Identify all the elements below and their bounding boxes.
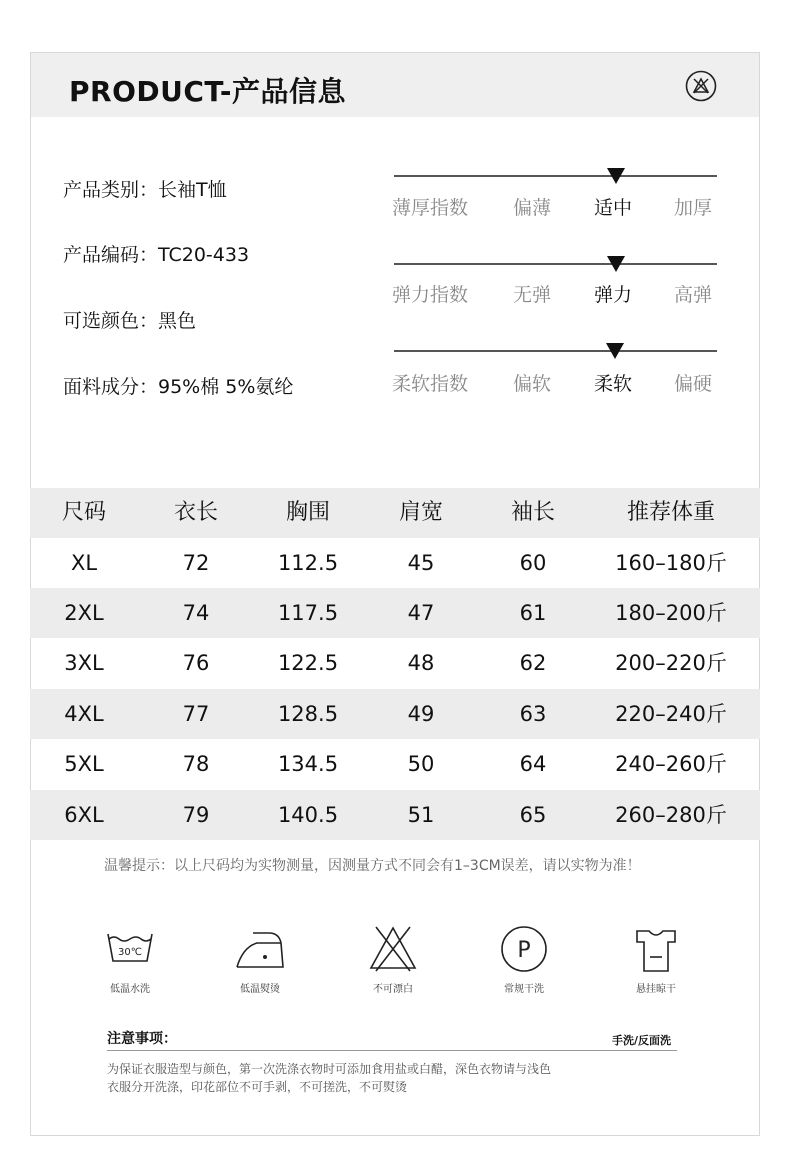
table-header-cell: 推荐体重: [626, 500, 716, 525]
scale-option: 无弹: [513, 284, 552, 306]
length-cell: 77: [182, 702, 210, 726]
weight-cell: 260–280斤: [615, 803, 727, 827]
care-dryclean: [474, 925, 574, 1005]
no-bleach-icon: [368, 925, 418, 973]
scale-option-selected: 弹力: [594, 284, 633, 306]
care-hang: [606, 925, 706, 1005]
sleeve-cell: 63: [519, 702, 547, 726]
no-bleach-circle-icon: [685, 70, 717, 102]
weight-cell: 180–200斤: [615, 601, 727, 625]
measurement-note: 温馨提示：以上尺码均为实物测量，因测量方式不同会有1–3CM误差，请以实物为准！: [104, 858, 641, 874]
spec-code: 产品编码：TC20-433: [63, 244, 250, 266]
scale-name: 柔软指数: [392, 373, 469, 395]
page-title: PRODUCT-产品信息: [69, 75, 347, 108]
scale-option: 偏薄: [513, 197, 552, 219]
scale-line: [394, 263, 717, 265]
shoulder-cell: 48: [407, 651, 435, 675]
sleeve-cell: 64: [519, 752, 547, 776]
care-label: 低温水洗: [110, 984, 150, 995]
sleeve-cell: 60: [519, 551, 547, 575]
weight-cell: 220–240斤: [615, 702, 727, 726]
scale-softness: [392, 350, 717, 410]
scale-thickness: [392, 175, 717, 235]
table-row: [30, 739, 760, 789]
scale-option-selected: 适中: [594, 197, 633, 219]
wash-method: 手洗/反面洗: [612, 1034, 672, 1047]
chest-cell: 134.5: [277, 752, 339, 776]
divider: [107, 1050, 677, 1051]
scale-line: [394, 175, 717, 177]
scale-option: 偏硬: [674, 373, 713, 395]
table-header-cell: 肩宽: [398, 500, 444, 525]
scale-elasticity: [392, 263, 717, 323]
scale-marker: [606, 343, 624, 359]
care-label: 悬挂晾干: [636, 984, 676, 995]
sleeve-cell: 61: [519, 601, 547, 625]
scale-option: 偏软: [513, 373, 552, 395]
size-cell: 6XL: [64, 803, 104, 827]
table-header-cell: 尺码: [61, 500, 107, 525]
chest-cell: 140.5: [277, 803, 339, 827]
chest-cell: 128.5: [277, 702, 339, 726]
length-cell: 79: [182, 803, 210, 827]
scale-name: 薄厚指数: [392, 197, 469, 219]
scale-marker: [607, 256, 625, 272]
scale-line: [394, 350, 717, 352]
table-header-cell: 衣长: [173, 500, 219, 525]
shoulder-cell: 49: [407, 702, 435, 726]
table-header-cell: 胸围: [285, 500, 331, 525]
scale-option: 高弹: [674, 284, 713, 306]
size-cell: 2XL: [64, 601, 104, 625]
scale-option: 加厚: [674, 197, 713, 219]
caution-text: 衣服分开洗涤，印花部位不可手剥，不可搓洗，不可熨烫: [107, 1080, 408, 1094]
caution-text: 为保证衣服造型与颜色，第一次洗涤衣物时可添加食用盐或白醋，深色衣物请与浅色: [107, 1062, 552, 1076]
table-row: [30, 638, 760, 688]
table-row: [30, 790, 760, 840]
care-bleach: [343, 925, 443, 1005]
chest-cell: 122.5: [277, 651, 339, 675]
length-cell: 74: [182, 601, 210, 625]
table-row: [30, 689, 760, 739]
dry-clean-letter: P: [517, 938, 531, 963]
weight-cell: 240–260斤: [615, 752, 727, 776]
wash-temp: 30℃: [118, 947, 142, 958]
header-bar: [31, 53, 759, 117]
length-cell: 72: [182, 551, 210, 575]
spec-color: 可选颜色：黑色: [63, 310, 197, 332]
care-label: 常规干洗: [504, 984, 544, 995]
weight-cell: 200–220斤: [615, 651, 727, 675]
shoulder-cell: 51: [407, 803, 435, 827]
shoulder-cell: 47: [407, 601, 435, 625]
scale-name: 弹力指数: [392, 284, 469, 306]
sleeve-cell: 62: [519, 651, 547, 675]
size-cell: 4XL: [64, 702, 104, 726]
size-cell: 5XL: [64, 752, 104, 776]
table-row: [30, 538, 760, 588]
iron-low-icon: [235, 925, 285, 973]
hang-dry-icon: [631, 925, 681, 973]
weight-cell: 160–180斤: [615, 551, 727, 575]
care-iron: [210, 925, 310, 1005]
chest-cell: 112.5: [277, 551, 339, 575]
scale-option-selected: 柔软: [594, 373, 633, 395]
sleeve-cell: 65: [519, 803, 547, 827]
size-cell: 3XL: [64, 651, 104, 675]
table-row: [30, 588, 760, 638]
caution-title: 注意事项：: [107, 1031, 177, 1047]
dry-clean-p-icon: [499, 925, 549, 973]
size-cell: XL: [70, 551, 98, 575]
length-cell: 76: [182, 651, 210, 675]
wash-30-icon: [105, 925, 155, 973]
chest-cell: 117.5: [277, 601, 339, 625]
care-label: 低温熨烫: [240, 984, 280, 995]
spec-category: 产品类别：长袖T恤: [63, 179, 227, 201]
shoulder-cell: 45: [407, 551, 435, 575]
shoulder-cell: 50: [407, 752, 435, 776]
table-header-row: [30, 488, 760, 538]
spec-fabric: 面料成分：95%棉 5%氨纶: [63, 376, 294, 398]
scale-marker: [607, 168, 625, 184]
care-wash: [80, 925, 180, 1005]
table-header-cell: 袖长: [510, 500, 556, 525]
length-cell: 78: [182, 752, 210, 776]
care-label: 不可漂白: [373, 984, 413, 995]
